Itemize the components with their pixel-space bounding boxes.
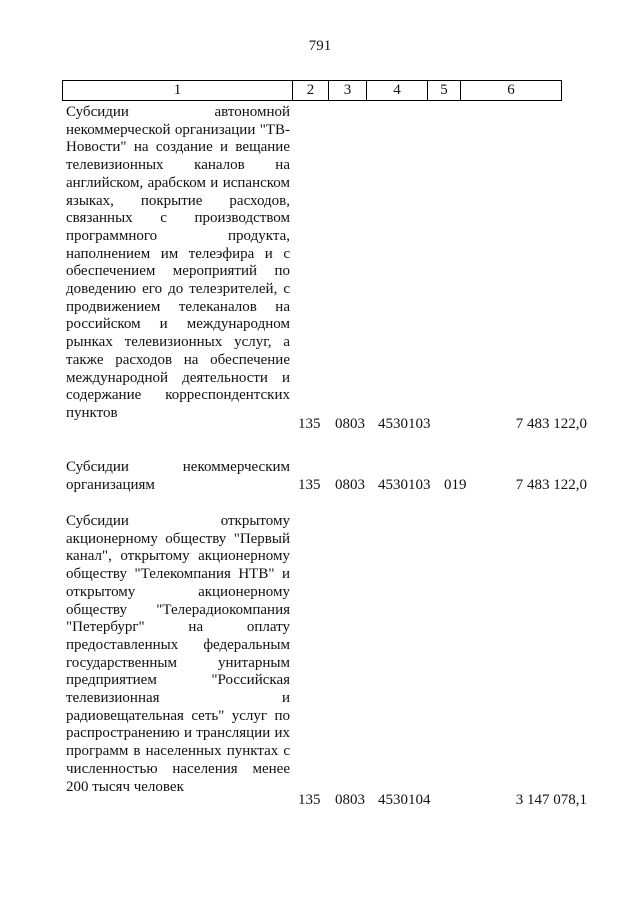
table-row (62, 104, 587, 440)
table-row (62, 513, 587, 823)
section-code: 0803 (335, 416, 365, 432)
header-col-4: 4 (367, 81, 428, 101)
header-col-1: 1 (63, 81, 293, 101)
header-col-3: 3 (329, 81, 367, 101)
section-code: 0803 (335, 477, 365, 493)
header-col-2: 2 (293, 81, 329, 101)
row-description: Субсидии некоммерческим организациям (66, 459, 290, 493)
header-col-5: 5 (428, 81, 461, 101)
header-col-6: 6 (461, 81, 562, 101)
row-code: 135 (298, 477, 321, 493)
amount: 7 483 122,0 (515, 477, 587, 493)
amount: 3 147 078,1 (515, 792, 587, 808)
section-code: 0803 (335, 792, 365, 808)
row-description: Субсидии автономной некоммерческой организации "ТВ-Новости" на создание и вещание телевизионных каналов на английском, арабском и испанском языках, покрытие расходов, связанных с производством программного продукта, наполнением им телеэфира и с обеспечением мероприятий по доведению его до телезрителей, с продвижением телеканалов на российском и международном рынках телевизионных услуг, а также расходов на обеспечение международной деятельности и содержание корреспондентских пунктов (66, 104, 290, 421)
expense-type-code: 019 (444, 477, 467, 493)
target-code: 4530103 (378, 416, 431, 432)
row-code: 135 (298, 792, 321, 808)
row-code: 135 (298, 416, 321, 432)
table-row (62, 459, 587, 499)
page-number: 791 (308, 38, 332, 54)
row-description: Субсидии открытому акционерному обществу "Первый канал", открытому акционерному обществу "Телекомпания НТВ" и открытому акционерному обществу "Телерадиокомпания "Петербург" на оплату предоставленных федеральным государственным унитарным предприятием "Российская телевизионная и радиовещательная сеть" услуг по распространению и трансляции их программ в населенных пунктах с численностью населения менее 200 тысяч человек (66, 513, 290, 795)
table-header (62, 80, 562, 101)
target-code: 4530104 (378, 792, 431, 808)
target-code: 4530103 (378, 477, 431, 493)
amount: 7 483 122,0 (515, 416, 587, 432)
